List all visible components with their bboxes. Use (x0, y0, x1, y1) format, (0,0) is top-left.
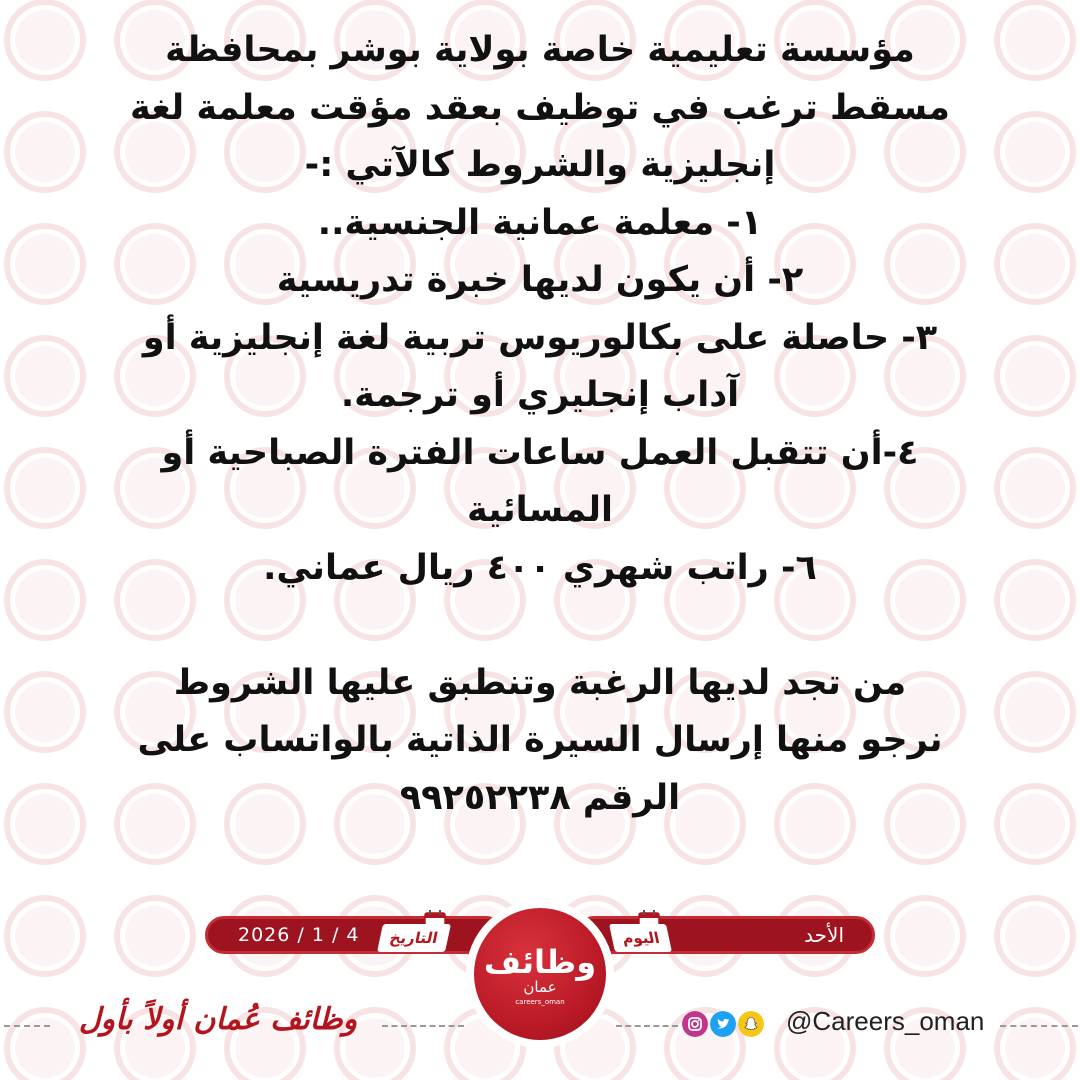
snapchat-icon[interactable] (738, 1011, 764, 1037)
requirement-shifts-cont: المسائية (466, 490, 613, 530)
announcement-line: مؤسسة تعليمية خاصة بولاية بوشر بمحافظة (165, 30, 915, 70)
closing-line: من تجد لديها الرغبة وتنطبق عليها الشروط (173, 662, 907, 703)
day-value: الأحد (804, 923, 844, 947)
logo-subtitle: عمان (523, 978, 557, 996)
divider (616, 1025, 678, 1027)
closing-line: نرجو منها إرسال السيرة الذاتية بالواتساب على (137, 720, 943, 760)
spacer (40, 597, 1040, 655)
divider (382, 1025, 464, 1027)
date-value: 2026 / 1 / 4 (238, 924, 360, 946)
announcement-line: إنجليزية والشروط كالآتي :- (304, 145, 776, 185)
footer-banner (0, 900, 1080, 1080)
twitter-icon[interactable] (710, 1011, 736, 1037)
contact-number-line: الرقم ٩٩٢٥٢٢٣٨ (399, 777, 681, 818)
instagram-icon[interactable] (682, 1011, 708, 1037)
divider (4, 1025, 50, 1027)
requirement-experience: ٢- أن يكون لديها خبرة تدريسية (276, 260, 804, 300)
requirement-nationality: ١- معلمة عمانية الجنسية.. (317, 202, 763, 243)
divider (1000, 1025, 1078, 1027)
requirement-degree: ٣- حاصلة على بكالوريوس تربية لغة إنجليزية أو (142, 317, 938, 358)
day-tag: اليوم (609, 924, 672, 952)
date-tag: التاريخ (377, 924, 451, 952)
slogan: وظائف عُمان أولاً بأول (78, 1002, 358, 1037)
date-pill (205, 916, 505, 954)
logo-title: وظائف (483, 943, 597, 981)
requirement-degree-cont: آداب إنجليري أو ترجمة. (340, 375, 740, 415)
logo-handle: careers_oman (515, 998, 565, 1006)
social-handle[interactable]: @Careers_oman (786, 1006, 985, 1036)
requirement-shifts: ٤-أن تتقبل العمل ساعات الفترة الصباحية أو (161, 432, 919, 473)
announcement-text (40, 22, 1040, 827)
requirement-salary: ٦- راتب شهري ٤٠٠ ريال عماني. (263, 547, 817, 588)
logo-badge (474, 908, 606, 1040)
brand-logo (466, 900, 614, 1048)
announcement-line: مسقط ترغب في توظيف بعقد مؤقت معلمة لغة (130, 87, 950, 128)
